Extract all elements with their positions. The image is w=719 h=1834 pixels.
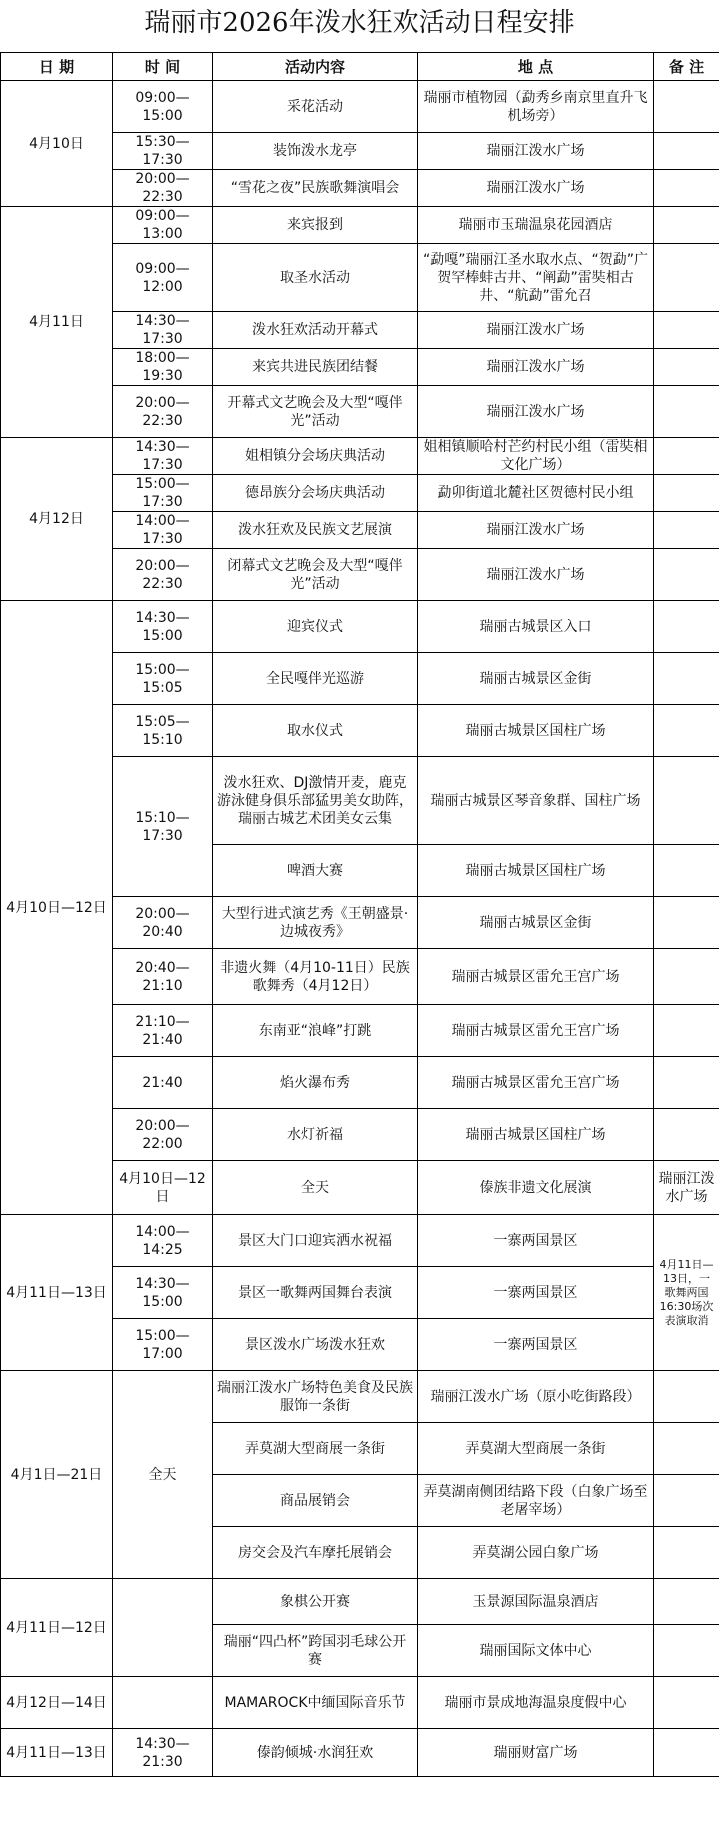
place-cell: 弄莫湖南侧团结路下段（白象广场至老屠宰场） xyxy=(418,1475,654,1527)
place-cell: 弄莫湖公园白象广场 xyxy=(418,1527,654,1579)
place-cell: 瑞丽古城景区金街 xyxy=(418,653,654,705)
date-cell: 4月11日—12日 xyxy=(1,1579,113,1677)
time-cell: 09:00—15:00 xyxy=(113,81,213,133)
place-cell: 瑞丽古城景区琴音象群、国柱广场 xyxy=(418,757,654,845)
time-cell: 18:00—19:30 xyxy=(113,349,213,386)
content-cell: 德昂族分会场庆典活动 xyxy=(213,475,418,512)
table-body xyxy=(1,81,719,1777)
time-cell: 14:30—17:30 xyxy=(113,438,213,475)
time-cell: 15:00—17:30 xyxy=(113,475,213,512)
place-cell: 瑞丽古城景区国柱广场 xyxy=(418,1109,654,1161)
note-cell xyxy=(654,601,719,653)
time-cell: 20:00—20:40 xyxy=(113,897,213,949)
place-cell: 瑞丽江泼水广场 xyxy=(418,349,654,386)
content-cell: 焰火瀑布秀 xyxy=(213,1057,418,1109)
note-cell xyxy=(654,133,719,170)
place-cell: 一寨两国景区 xyxy=(418,1215,654,1267)
date-cell: 4月1日—21日 xyxy=(1,1371,113,1579)
date-cell: 4月10日 xyxy=(1,81,113,207)
time-cell: 15:00—17:00 xyxy=(113,1319,213,1371)
place-cell: 瑞丽古城景区雷允王宫广场 xyxy=(418,1057,654,1109)
time-cell: 14:00—17:30 xyxy=(113,512,213,549)
content-cell: 来宾报到 xyxy=(213,207,418,244)
note-cell xyxy=(654,1527,719,1579)
place-cell: 瑞丽市玉瑞温泉花园酒店 xyxy=(418,207,654,244)
content-cell: 取水仪式 xyxy=(213,705,418,757)
time-cell: 全天 xyxy=(213,1161,418,1215)
date-cell: 4月10日—12日 xyxy=(113,1161,213,1215)
time-cell: 全天 xyxy=(113,1371,213,1579)
place-cell: 瑞丽市景成地海温泉度假中心 xyxy=(418,1677,654,1729)
note-cell xyxy=(654,549,719,601)
content-cell: 迎宾仪式 xyxy=(213,601,418,653)
content-cell: 景区一歌舞两国舞台表演 xyxy=(213,1267,418,1319)
content-cell: 取圣水活动 xyxy=(213,244,418,312)
content-cell: 瑞丽江泼水广场特色美食及民族服饰一条街 xyxy=(213,1371,418,1423)
place-cell: 瑞丽江泼水广场 xyxy=(418,549,654,601)
note-cell xyxy=(654,1579,719,1625)
note-cell xyxy=(654,475,719,512)
table-row xyxy=(1,81,719,133)
content-cell: 象棋公开赛 xyxy=(213,1579,418,1625)
place-cell: 一寨两国景区 xyxy=(418,1267,654,1319)
table-row xyxy=(1,1371,719,1423)
note-cell xyxy=(654,312,719,349)
note-cell xyxy=(654,512,719,549)
content-cell: 开幕式文艺晚会及大型“嘎伴光”活动 xyxy=(213,386,418,438)
content-cell: 房交会及汽车摩托展销会 xyxy=(213,1527,418,1579)
content-cell: 姐相镇分会场庆典活动 xyxy=(213,438,418,475)
place-cell: 瑞丽古城景区国柱广场 xyxy=(418,845,654,897)
content-cell: MAMAROCK中缅国际音乐节 xyxy=(213,1677,418,1729)
place-cell: 瑞丽国际文体中心 xyxy=(418,1625,654,1677)
content-cell: 闭幕式文艺晚会及大型“嘎伴光”活动 xyxy=(213,549,418,601)
date-cell: 4月11日—13日 xyxy=(1,1215,113,1371)
page-title: 瑞丽市2026年泼水狂欢活动日程安排 xyxy=(144,8,575,38)
content-cell: 瑞丽“四凸杯”跨国羽毛球公开赛 xyxy=(213,1625,418,1677)
note-cell xyxy=(654,1625,719,1677)
content-cell: 采花活动 xyxy=(213,81,418,133)
content-cell: 泼水狂欢活动开幕式 xyxy=(213,312,418,349)
date-cell: 4月10日—12日 xyxy=(1,601,113,1215)
date-cell: 4月12日 xyxy=(1,438,113,601)
note-cell xyxy=(654,949,719,1005)
note-cell xyxy=(654,897,719,949)
time-cell: 20:00—22:30 xyxy=(113,549,213,601)
place-cell: 瑞丽江泼水广场（原小吃街路段） xyxy=(418,1371,654,1423)
content-cell: 弄莫湖大型商展一条街 xyxy=(213,1423,418,1475)
time-cell: 21:10—21:40 xyxy=(113,1005,213,1057)
note-cell xyxy=(654,1423,719,1475)
place-cell: 瑞丽江泼水广场 xyxy=(418,386,654,438)
place-cell: 一寨两国景区 xyxy=(418,1319,654,1371)
note-cell xyxy=(654,1475,719,1527)
note-cell xyxy=(654,1057,719,1109)
content-cell: 泼水狂欢及民族文艺展演 xyxy=(213,512,418,549)
note-cell xyxy=(654,170,719,207)
content-cell: 非遗火舞（4月10-11日）民族歌舞秀（4月12日） xyxy=(213,949,418,1005)
table-header-row xyxy=(1,53,719,81)
time-cell: 20:00—22:00 xyxy=(113,1109,213,1161)
place-cell: 弄莫湖大型商展一条街 xyxy=(418,1423,654,1475)
note-cell xyxy=(654,845,719,897)
note-cell xyxy=(654,757,719,845)
table-row xyxy=(1,1677,719,1729)
place-cell: 瑞丽古城景区国柱广场 xyxy=(418,705,654,757)
content-cell: 啤酒大赛 xyxy=(213,845,418,897)
note-cell xyxy=(654,1729,719,1777)
table-row xyxy=(1,207,719,244)
place-cell: 瑞丽古城景区金街 xyxy=(418,897,654,949)
time-cell: 14:30—15:00 xyxy=(113,1267,213,1319)
content-cell: 东南亚“浪峰”打跳 xyxy=(213,1005,418,1057)
note-cell xyxy=(654,653,719,705)
date-cell: 4月12日—14日 xyxy=(1,1677,113,1729)
content-cell: 景区泼水广场泼水狂欢 xyxy=(213,1319,418,1371)
table-row xyxy=(1,1579,719,1625)
time-cell: 14:30—21:30 xyxy=(113,1729,213,1777)
time-cell: 20:00—22:30 xyxy=(113,386,213,438)
content-cell: “雪花之夜”民族歌舞演唱会 xyxy=(213,170,418,207)
note-cell xyxy=(654,386,719,438)
time-cell: 20:40—21:10 xyxy=(113,949,213,1005)
note-cell xyxy=(654,207,719,244)
time-cell: 09:00—13:00 xyxy=(113,207,213,244)
table-row xyxy=(1,438,719,475)
place-cell: 瑞丽江泼水广场 xyxy=(418,312,654,349)
place-cell: 勐卯街道北麓社区贺德村民小组 xyxy=(418,475,654,512)
note-cell xyxy=(654,1109,719,1161)
place-cell: “勐嘎”瑞丽江圣水取水点、“贺勐”广贺罕棒蚌古井、“阐勐”雷奘相古井、“航勐”雷允召 xyxy=(418,244,654,312)
time-cell: 21:40 xyxy=(113,1057,213,1109)
place-cell: 瑞丽古城景区入口 xyxy=(418,601,654,653)
header-note: 备 注 xyxy=(654,53,719,81)
note-cell xyxy=(654,438,719,475)
header-time: 时 间 xyxy=(113,53,213,81)
table-row xyxy=(1,601,719,653)
content-cell: 大型行进式演艺秀《王朝盛景·边城夜秀》 xyxy=(213,897,418,949)
place-cell: 瑞丽江泼水广场 xyxy=(418,512,654,549)
note-cell xyxy=(654,244,719,312)
time-cell xyxy=(113,1579,213,1677)
place-cell: 瑞丽市植物园（勐秀乡南京里直升飞机场旁） xyxy=(418,81,654,133)
time-cell: 09:00—12:00 xyxy=(113,244,213,312)
time-cell: 14:00—14:25 xyxy=(113,1215,213,1267)
time-cell: 15:00—15:05 xyxy=(113,653,213,705)
note-cell xyxy=(654,1005,719,1057)
content-cell: 傣韵倾城·水润狂欢 xyxy=(213,1729,418,1777)
note-cell xyxy=(654,81,719,133)
time-cell: 15:30—17:30 xyxy=(113,133,213,170)
note-cell xyxy=(654,705,719,757)
content-cell: 装饰泼水龙亭 xyxy=(213,133,418,170)
content-cell: 水灯祈福 xyxy=(213,1109,418,1161)
content-cell: 泼水狂欢、DJ激情开麦，鹿克游泳健身俱乐部猛男美女助阵，瑞丽古城艺术团美女云集 xyxy=(213,757,418,845)
time-cell: 14:30—17:30 xyxy=(113,312,213,349)
place-cell: 瑞丽江泼水广场 xyxy=(418,170,654,207)
content-cell: 来宾共进民族团结餐 xyxy=(213,349,418,386)
place-cell: 瑞丽古城景区雷允王宫广场 xyxy=(418,1005,654,1057)
content-cell: 傣族非遗文化展演 xyxy=(418,1161,654,1215)
note-cell: 4月11日—13日，一歌舞两国16:30场次表演取消 xyxy=(654,1215,719,1371)
time-cell: 15:10—17:30 xyxy=(113,757,213,897)
note-cell xyxy=(654,1371,719,1423)
date-cell: 4月11日 xyxy=(1,207,113,438)
header-place: 地 点 xyxy=(418,53,654,81)
time-cell: 14:30—15:00 xyxy=(113,601,213,653)
note-cell xyxy=(654,1677,719,1729)
date-cell: 4月11日—13日 xyxy=(1,1729,113,1777)
table-row xyxy=(1,1215,719,1267)
note-cell xyxy=(654,349,719,386)
place-cell: 姐相镇顺哈村芒约村民小组（雷奘相文化广场） xyxy=(418,438,654,475)
header-content: 活动内容 xyxy=(213,53,418,81)
content-cell: 景区大门口迎宾洒水祝福 xyxy=(213,1215,418,1267)
place-cell: 瑞丽江泼水广场 xyxy=(418,133,654,170)
place-cell: 玉景源国际温泉酒店 xyxy=(418,1579,654,1625)
content-cell: 全民嘎伴光巡游 xyxy=(213,653,418,705)
place-cell: 瑞丽古城景区雷允王宫广场 xyxy=(418,949,654,1005)
table-row xyxy=(1,1729,719,1777)
time-cell: 20:00—22:30 xyxy=(113,170,213,207)
time-cell: 15:05—15:10 xyxy=(113,705,213,757)
content-cell: 商品展销会 xyxy=(213,1475,418,1527)
time-cell xyxy=(113,1677,213,1729)
place-cell: 瑞丽江泼水广场 xyxy=(654,1161,719,1215)
schedule-table xyxy=(0,52,719,1777)
place-cell: 瑞丽财富广场 xyxy=(418,1729,654,1777)
header-date: 日 期 xyxy=(1,53,113,81)
